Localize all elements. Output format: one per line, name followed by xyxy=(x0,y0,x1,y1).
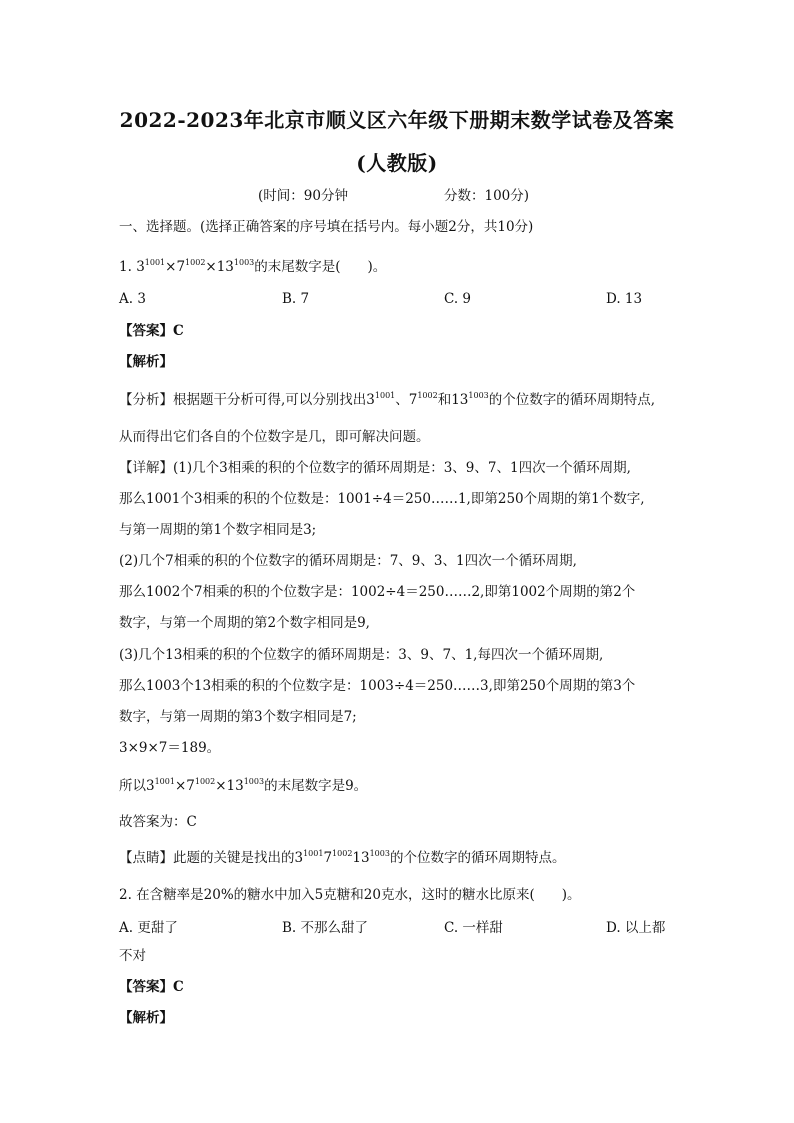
q1-detail-1: 【详解】(1)几个3相乘的积的个位数字的循环周期是：3、9、7、1四次一个循环周期, xyxy=(119,460,631,476)
q1-detail-10: 3×9×7＝189。 xyxy=(119,740,221,756)
q1-option-d: D. 13 xyxy=(606,291,643,307)
q1-detail-8: 那么1003个13相乘的积的个位数字是：1003÷4＝250……3,即第250个周期的第3个 xyxy=(119,678,636,694)
score-info: 分数：100分) xyxy=(444,188,530,204)
q2-answer: 【答案】C xyxy=(119,979,184,995)
q1-key-point: 【点睛】此题的关键是找出的$3^{1001}7^{1002}13^{1003}$的个位数字的循环周期特点。 xyxy=(119,849,566,866)
q1-jiexi-label: 【解析】 xyxy=(119,354,173,370)
doc-title: 2022-2023年北京市顺义区六年级下册期末数学试卷及答案 xyxy=(119,108,675,132)
q2-option-c: C. 一样甜 xyxy=(444,920,503,936)
q1-expr: $3^{1001}\times 7^{1002}\times 13^{1003}$ xyxy=(136,258,255,275)
q2-option-d-cont: 不对 xyxy=(119,948,146,964)
q2-option-b: B. 不那么甜了 xyxy=(282,920,369,936)
q1-detail-9: 数字，与第一周期的第3个数字相同是7; xyxy=(119,709,357,725)
q1-detail-7: (3)几个13相乘的积的个位数字的循环周期是：3、9、7、1,每四次一个循环周期, xyxy=(119,647,604,663)
q1-detail-3: 与第一周期的第1个数字相同是3; xyxy=(119,522,317,538)
q1-detail-4: (2)几个7相乘的积的个位数字的循环周期是：7、9、3、1四次一个循环周期, xyxy=(119,553,577,569)
q1-analysis-cont: 从而得出它们各自的个位数字是几，即可解决问题。 xyxy=(119,429,430,445)
q1-number: 1. xyxy=(119,259,132,275)
q1-detail-5: 那么1002个7相乘的积的个位数字是：1002÷4＝250……2,即第1002个周期的第2个 xyxy=(119,584,636,600)
q2-option-d: D. 以上都 xyxy=(606,920,666,936)
question-1 xyxy=(119,258,386,276)
q1-final-answer: 故答案为：C xyxy=(119,814,197,830)
q1-conclusion: 所以$3^{1001}\times 7^{1002}\times 13^{1003}$的末尾数字是9。 xyxy=(119,777,368,794)
q1-answer: 【答案】C xyxy=(119,323,184,339)
q1-detail-6: 数字，与第一个周期的第2个数字相同是9, xyxy=(119,615,370,631)
doc-subtitle: (人教版) xyxy=(356,151,438,175)
time-info: (时间：90分钟 xyxy=(258,188,348,204)
q1-option-c: C. 9 xyxy=(444,291,472,307)
question-2: 2. 在含糖率是20%的糖水中加入5克糖和20克水，这时的糖水比原来( )。 xyxy=(119,887,581,903)
q1-tail: 的末尾数字是( )。 xyxy=(254,259,387,275)
q1-analysis: 【分析】根据题干分析可得,可以分别找出$3^{1001}$、$7^{1002}$和$13^{1003}$的个位数字的循环周期特点, xyxy=(119,391,656,408)
q2-jiexi-label: 【解析】 xyxy=(119,1010,173,1026)
q1-option-b: B. 7 xyxy=(282,291,310,307)
q1-option-a: A. 3 xyxy=(119,291,146,307)
q2-option-a: A. 更甜了 xyxy=(119,920,178,936)
q1-detail-2: 那么1001个3相乘的积的个位数是：1001÷4＝250……1,即第250个周期的第1个数字, xyxy=(119,491,645,507)
section-heading: 一、选择题。(选择正确答案的序号填在括号内。每小题2分，共10分) xyxy=(119,219,534,235)
